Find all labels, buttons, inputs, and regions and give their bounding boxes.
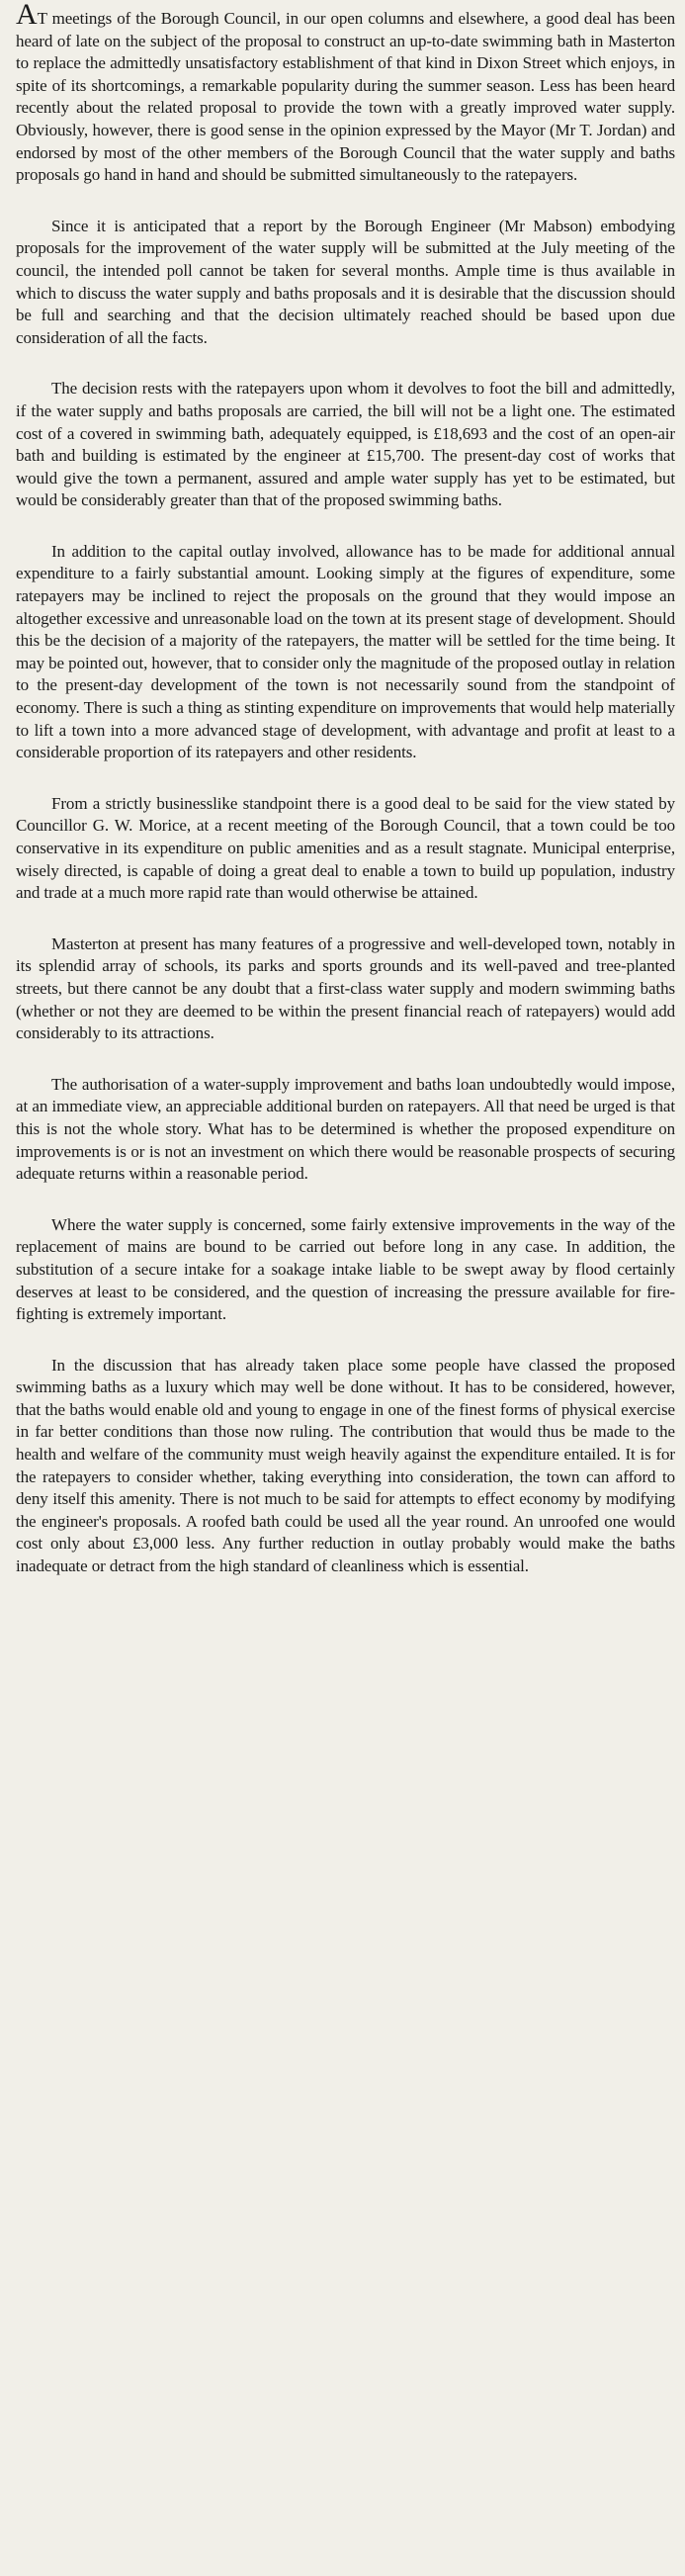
paragraph-businesslike-standpoint: From a strictly businesslike standpoint there is a good deal to be said for the view stated by Councillor G. W. Morice, at a recent meeting of the Borough Council, that a town could be too conservative in its expenditure on public amenities and as a result stagnate. Municipal enterprise, wisely directed, is capable of doing a great deal to enable a town to build up population, industry and trade at a much more rapid rate than would otherwise be attained. (16, 793, 675, 903)
lead-paragraph (16, 0, 675, 187)
drop-cap: A (16, 0, 38, 31)
paragraph-masterton-features: Masterton at present has many features of a progressive and well-developed town, notably in its splendid array of schools, its parks and sports grounds and its well-paved and tree-planted streets, but there cannot be any doubt that a first-class water supply and modern swimming baths (whether or not they are deemed to be within the present financial reach of ratepayers) would add considerably to its attractions. (16, 933, 675, 1043)
paragraph-water-improvements: Where the water supply is concerned, some fairly extensive improvements in the way of the replacement of mains are bound to be carried out before long in any case. In addition, the substitution of a secure intake for a soakage intake liable to be swept away by flood certainly deserves at least to be considered, and the question of increasing the pressure available for fire-fighting is extremely important. (16, 1214, 675, 1324)
paragraph-loan-authorisation: The authorisation of a water-supply improvement and baths loan undoubtedly would impose, at an immediate view, an appreciable additional burden on ratepayers. All that need be urged is that this is not the whole story. What has to be determined is whether the proposed expenditure on improvements is or is not an investment on which there would be reasonable prospects of securing adequate returns within a reasonable period. (16, 1074, 675, 1184)
paragraph-water-supply-report: Since it is anticipated that a report by the Borough Engineer (Mr Mabson) embodying proposals for the improvement of the water supply will be submitted at the July meeting of the council, the intended poll cannot be taken for several months. Ample time is thus available in which to discuss the water supply and baths proposals and it is desirable that the discussion should be full and searching and that the decision ultimately reached should be based upon due consideration of all the facts. (16, 216, 675, 347)
lead-paragraph-text: T meetings of the Borough Council, in our open columns and elsewhere, a good deal has been heard of late on the subject of the proposal to construct an up-to-date swimming bath in Masterton to replace the admittedly unsatisfactory establishment of that kind in Dixon Street which enjoys, in spite of its shortcomings, a remarkable popularity during the summer season. Less has been heard recently about the related proposal to provide the town with a greatly improved water supply. Obviously, however, there is good sense in the opinion expressed by the Mayor (Mr T. Jordan) and endorsed by most of the other members of the Borough Council that the water supply and baths proposals go hand in hand and should be submitted simultaneously to the ratepayers. (16, 9, 675, 185)
paragraph-swimming-baths-luxury: In the discussion that has already taken place some people have classed the proposed swimming baths as a luxury which may well be done without. It has to be considered, however, that the baths would enable old and young to engage in one of the finest forms of physical exercise in far better conditions than those now ruling. The contribution that would thus be made to the health and welfare of the community must weigh heavily against the expenditure entailed. It is for the ratepayers to consider whether, taking everything into consideration, the town can afford to deny itself this amenity. There is not much to be said for attempts to effect economy by modifying the engineer's proposals. A roofed bath could be used all the year round. An unroofed one would cost only about £3,000 less. Any further reduction in outlay probably would make the baths inadequate or detract from the high standard of cleanliness which is essential. (16, 1355, 675, 1576)
paragraph-cost-estimates: The decision rests with the ratepayers upon whom it devolves to foot the bill and admittedly, if the water supply and baths proposals are carried, the bill will not be a light one. The estimated cost of a covered in swimming bath, adequately equipped, is £18,693 and the cost of an open-air bath and building is estimated by the engineer at £15,700. The present-day cost of works that would give the town a permanent, assured and ample water supply has yet to be estimated, but would be considerably greater than that of the proposed swimming baths. (16, 379, 675, 510)
paragraph-annual-expenditure: In addition to the capital outlay involved, allowance has to be made for additional annual expenditure to a fairly substantial amount. Looking simply at the figures of expenditure, some ratepayers may be inclined to reject the proposals on the ground that they would impose an altogether excessive and unreasonable load on the town at its present stage of development. Should this be the decision of a majority of the ratepayers, the matter will be settled for the time being. It may be pointed out, however, that to consider only the magnitude of the proposed outlay in relation to the present-day development of the town is not necessarily sound from the standpoint of economy. There is such a thing as stinting expenditure on improvements that would help materially to lift a town into a more advanced stage of development, with advantage and profit at least to a considerable proportion of its ratepayers and other residents. (16, 541, 675, 762)
